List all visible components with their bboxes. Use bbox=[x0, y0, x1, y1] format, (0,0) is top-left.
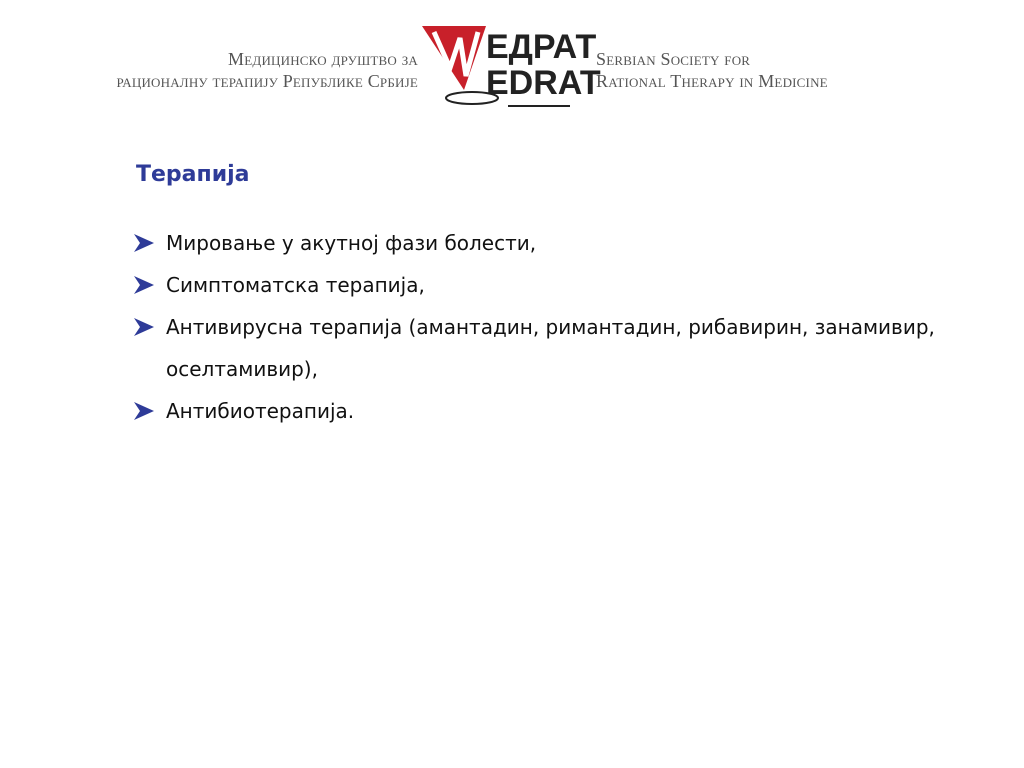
arrowhead-bullet-icon bbox=[133, 275, 155, 295]
bullet-text: Антибиотерапија. bbox=[166, 399, 355, 423]
header-english-line1: Serbian Society for bbox=[596, 49, 751, 69]
bullet-item bbox=[133, 222, 953, 264]
bullet-item bbox=[133, 306, 953, 390]
header-serbian-line2: рационалну терапију Републике Србије bbox=[116, 71, 418, 91]
bullet-text: Симптоматска терапија, bbox=[166, 273, 425, 297]
arrowhead-bullet-icon bbox=[133, 317, 155, 337]
logo-text-cyrillic: ЕДРАТ bbox=[486, 28, 597, 66]
header-english-name bbox=[596, 48, 856, 92]
header-english-line2: Rational Therapy in Medicine bbox=[596, 71, 828, 91]
arrowhead-bullet-icon bbox=[133, 401, 155, 421]
slide-title: Терапија bbox=[136, 162, 250, 187]
header-serbian-name bbox=[96, 48, 418, 92]
bullet-item bbox=[133, 390, 953, 432]
bullet-item bbox=[133, 264, 953, 306]
bullet-list bbox=[133, 222, 953, 432]
medrat-logo bbox=[420, 24, 601, 112]
arrowhead-bullet-icon bbox=[133, 233, 155, 253]
bullet-text: Мировање у акутној фази болести, bbox=[166, 231, 537, 255]
header-serbian-line1: Медицинско друштво за bbox=[228, 49, 418, 69]
logo-text-latin: EDRAT bbox=[486, 64, 601, 102]
bullet-text: Антивирусна терапија (амантадин, римантадин, рибавирин, занамивир, оселтамивир), bbox=[166, 315, 935, 381]
